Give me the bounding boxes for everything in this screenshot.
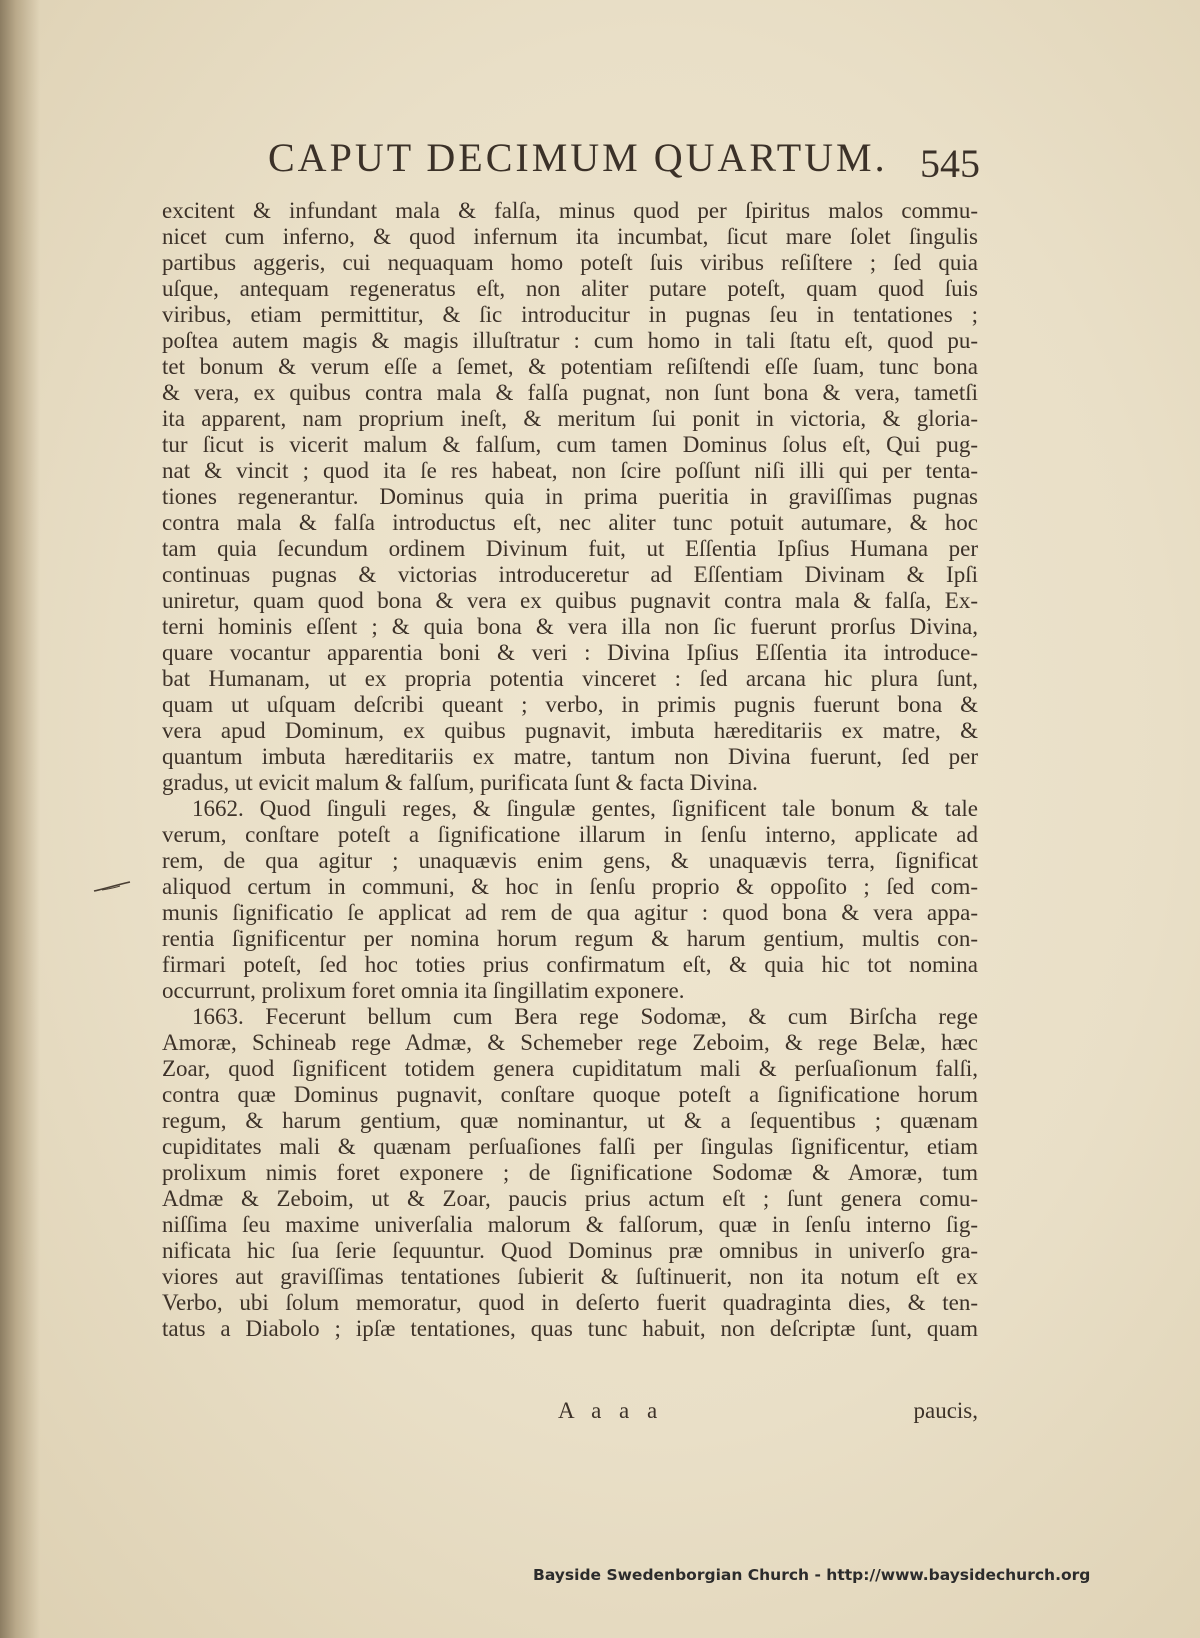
text-line: verum, conſtare poteſt a ſignificatione illarum in ſenſu interno, applicate ad xyxy=(162,822,978,847)
running-header xyxy=(268,128,988,188)
text-line: tur ſicut is vicerit malum & falſum, cum tamen Dominus ſolus eſt, Qui pug- xyxy=(162,432,978,457)
text-line: aliquod certum in communi, & hoc in ſenſu proprio & oppoſito ; ſed com- xyxy=(162,874,978,899)
text-line: Verbo, ubi ſolum memoratur, quod in deſerto fuerit quadraginta dies, & ten- xyxy=(162,1290,978,1315)
text-line: contra quæ Dominus pugnavit, conſtare quoque poteſt a ſignificatione horum xyxy=(162,1082,978,1107)
text-line: rem, de qua agitur ; unaquævis enim gens, & unaquævis terra, ſignificat xyxy=(162,848,978,873)
text-line: bat Humanam, ut ex propria potentia vinceret : ſed arcana hic plura ſunt, xyxy=(162,666,978,691)
text-line: terni hominis eſſent ; & quia bona & vera illa non ſic fuerunt prorſus Divina, xyxy=(162,614,978,639)
source-watermark: Bayside Swedenborgian Church - http://www.baysidechurch.org xyxy=(533,1566,1091,1584)
text-line: vera apud Dominum, ex quibus pugnavit, imbuta hæreditariis ex matre, & xyxy=(162,718,978,743)
text-line: partibus aggeris, cui nequaquam homo poteſt ſuis viribus reſiſtere ; ſed quia xyxy=(162,250,978,275)
text-line: Zoar, quod ſignificent totidem genera cupiditatum mali & perſuaſionum falſi, xyxy=(162,1056,978,1081)
text-line: uſque, antequam regeneratus eſt, non aliter putare poteſt, quam quod ſuis xyxy=(162,276,978,301)
text-line: nicet cum inferno, & quod infernum ita incumbat, ſicut mare ſolet ſingulis xyxy=(162,224,978,249)
text-line: uniretur, quam quod bona & vera ex quibus pugnavit contra mala & falſa, Ex- xyxy=(162,588,978,613)
text-line: firmari poteſt, ſed hoc toties prius confirmatum eſt, & quia hic tot nomina xyxy=(162,952,978,977)
text-line: ita apparent, nam proprium ineſt, & meritum ſui ponit in victoria, & gloria- xyxy=(162,406,978,431)
page-footer xyxy=(162,1398,978,1428)
page-number: 545 xyxy=(920,141,980,186)
text-line: tet bonum & verum eſſe a ſemet, & potentiam reſiſtendi eſſe ſuam, tunc bona xyxy=(162,354,978,379)
body-text xyxy=(162,198,978,1342)
page-gutter-shadow xyxy=(0,0,40,1638)
text-line: quam ut uſquam deſcribi queant ; verbo, in primis pugnis fuerunt bona & xyxy=(162,692,978,717)
text-line: regum, & harum gentium, quæ nominantur, ut & a ſequentibus ; quænam xyxy=(162,1108,978,1133)
text-line: prolixum nimis foret exponere ; de ſignificatione Sodomæ & Amoræ, tum xyxy=(162,1160,978,1185)
text-line: cupiditates mali & quænam perſuaſiones falſi per ſingulas ſignificentur, etiam xyxy=(162,1134,978,1159)
text-line: tam quia ſecundum ordinem Divinum fuit, ut Eſſentia Ipſius Humana per xyxy=(162,536,978,561)
text-line: excitent & infundant mala & falſa, minus quod per ſpiritus malos commu- xyxy=(162,198,978,223)
text-line: occurrunt, prolixum foret omnia ita ſingillatim exponere. xyxy=(162,978,685,1003)
text-line: quare vocantur apparentia boni & veri : Divina Ipſius Eſſentia ita introduce- xyxy=(162,640,978,665)
text-line: gradus, ut evicit malum & falſum, purificata ſunt & facta Divina. xyxy=(162,770,758,795)
chapter-title: CAPUT DECIMUM QUARTUM. xyxy=(268,135,888,180)
text-line: niſſima ſeu maxime univerſalia malorum & falſorum, quæ in ſenſu interno ſig- xyxy=(162,1212,978,1237)
paragraph-1662-start: 1662. Quod ſinguli reges, & ſingulæ gentes, ſignificent tale bonum & tale xyxy=(192,796,978,821)
text-line: munis ſignificatio ſe applicat ad rem de qua agitur : quod bona & vera appa- xyxy=(162,900,978,925)
text-line: Admæ & Zeboim, ut & Zoar, paucis prius actum eſt ; ſunt genera comu- xyxy=(162,1186,978,1211)
text-line: quantum imbuta hæreditariis ex matre, tantum non Divina fuerunt, ſed per xyxy=(162,744,978,769)
text-line: continuas pugnas & victorias introduceretur ad Eſſentiam Divinam & Ipſi xyxy=(162,562,978,587)
text-line: & vera, ex quibus contra mala & falſa pugnat, non ſunt bona & vera, tametſi xyxy=(162,380,978,405)
text-line: tiones regenerantur. Dominus quia in prima pueritia in graviſſimas pugnas xyxy=(162,484,978,509)
pen-mark-icon xyxy=(92,880,132,894)
paragraph-1663-start: 1663. Fecerunt bellum cum Bera rege Sodomæ, & cum Birſcha rege xyxy=(192,1004,978,1029)
text-line: poſtea autem magis & magis illuſtratur : cum homo in tali ſtatu eſt, quod pu- xyxy=(162,328,978,353)
text-line: Amoræ, Schineab rege Admæ, & Schemeber rege Zeboim, & rege Belæ, hæc xyxy=(162,1030,978,1055)
text-line: rentia ſignificentur per nomina horum regum & harum gentium, multis con- xyxy=(162,926,978,951)
text-line: tatus a Diabolo ; ipſæ tentationes, quas tunc habuit, non deſcriptæ ſunt, quam xyxy=(162,1316,978,1341)
catchword: paucis, xyxy=(913,1398,978,1423)
signature-mark: A a a a xyxy=(558,1398,664,1423)
text-line: contra mala & falſa introductus eſt, nec aliter tunc potuit autumare, & hoc xyxy=(162,510,978,535)
text-line: nificata hic ſua ſerie ſequuntur. Quod Dominus præ omnibus in univerſo gra- xyxy=(162,1238,978,1263)
text-line: viribus, etiam permittitur, & ſic introducitur in pugnas ſeu in tentationes ; xyxy=(162,302,978,327)
text-line: nat & vincit ; quod ita ſe res habeat, non ſcire poſſunt niſi illi qui per tenta- xyxy=(162,458,978,483)
text-line: viores aut graviſſimas tentationes ſubierit & ſuſtinuerit, non ita notum eſt ex xyxy=(162,1264,978,1289)
